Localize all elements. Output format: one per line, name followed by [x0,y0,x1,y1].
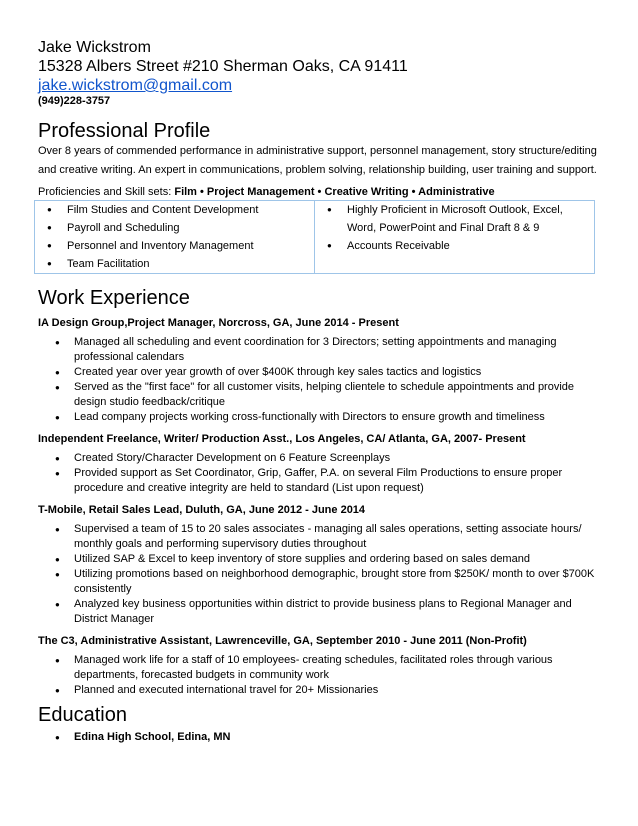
candidate-name: Jake Wickstrom [38,39,151,56]
proficiencies-value: Film • Project Management • Creative Writing • Administrative [174,186,495,198]
job-bullet: ● Planned and executed international travel for 20+ Missionaries [38,683,604,698]
phone-number: (949)228-3757 [38,95,111,107]
job-heading: IA Design Group,Project Manager, Norcross, GA, June 2014 - Present [38,317,399,329]
skill-item: ● Payroll and Scheduling [39,219,310,237]
skills-column-left [35,201,314,273]
job-heading: Independent Freelance, Writer/ Production Asst., Los Angeles, CA/ Atlanta, GA, 2007- Present [38,433,526,445]
skill-item: ● Accounts Receivable [319,237,590,255]
job-entry [38,634,604,698]
profile-summary: Over 8 years of commended performance in administrative support, personnel management, story structure/editing and creative writing. An expert in communications, problem solving, relationship building, user training and support. [38,145,597,176]
job-bullet: ● Utilizing promotions based on neighborhood demographic, brought store from $250K/ month to over $700K consistently [38,567,604,597]
skills-table [34,200,595,274]
job-bullet: ● Created year over year growth of over $400K through key sales tactics and logistics [38,365,604,380]
job-bullet: ● Supervised a team of 15 to 20 sales associates - managing all sales operations, setting associate hours/ monthly goals and performing supervisory duties throughout [38,522,604,552]
job-heading: T-Mobile, Retail Sales Lead, Duluth, GA, June 2012 - June 2014 [38,504,366,516]
job-entry [38,432,604,496]
job-bullet: ● Managed work life for a staff of 10 employees- creating schedules, facilitated roles through various departments, forecasted budgets in community work [38,653,604,683]
resume-page [38,38,604,745]
skill-item: ● Team Facilitation [39,255,310,273]
job-bullet: ● Served as the "first face" for all customer visits, helping clientele to schedule appointments and provide design studio feedback/critique [38,380,604,410]
proficiencies-label: Proficiencies and Skill sets: [38,186,172,198]
job-bullet: ● Managed all scheduling and event coordination for 3 Directors; setting appointments and managing professional calendars [38,335,604,365]
job-bullet: ● Created Story/Character Development on 6 Feature Screenplays [38,451,604,466]
email-link[interactable]: jake.wickstrom@gmail.com [38,77,233,94]
education-list [38,730,604,745]
job-entry [38,316,604,425]
skill-item: ● Highly Proficient in Microsoft Outlook, Excel, Word, PowerPoint and Final Draft 8 & 9 [319,201,590,237]
skill-item: ● Personnel and Inventory Management [39,237,310,255]
job-bullet: ● Lead company projects working cross-functionally with Directors to ensure growth and timeliness [38,410,604,425]
job-entry [38,503,604,627]
job-bullet: ● Utilized SAP & Excel to keep inventory of store supplies and ordering based on sales demand [38,552,604,567]
proficiencies-line [38,184,604,200]
job-bullet: ● Analyzed key business opportunities within district to provide business plans to Regional Manager and District Manager [38,597,604,627]
education-item: ● Edina High School, Edina, MN [38,730,604,745]
job-heading: The C3, Administrative Assistant, Lawrenceville, GA, September 2010 - June 2011 (Non-Profit) [38,635,527,647]
work-experience-heading: Work Experience [38,287,190,309]
job-bullet: ● Provided support as Set Coordinator, Grip, Gaffer, P.A. on several Film Productions to ensure proper procedure and creative integrity are held to standard (List upon request) [38,466,604,496]
education-heading: Education [38,704,127,726]
address: 15328 Albers Street #210 Sherman Oaks, CA 91411 [38,58,408,75]
resume-header [38,38,604,108]
profile-heading: Professional Profile [38,120,211,142]
jobs-list [38,316,604,698]
skills-column-right [314,201,594,273]
skill-item: ● Film Studies and Content Development [39,201,310,219]
